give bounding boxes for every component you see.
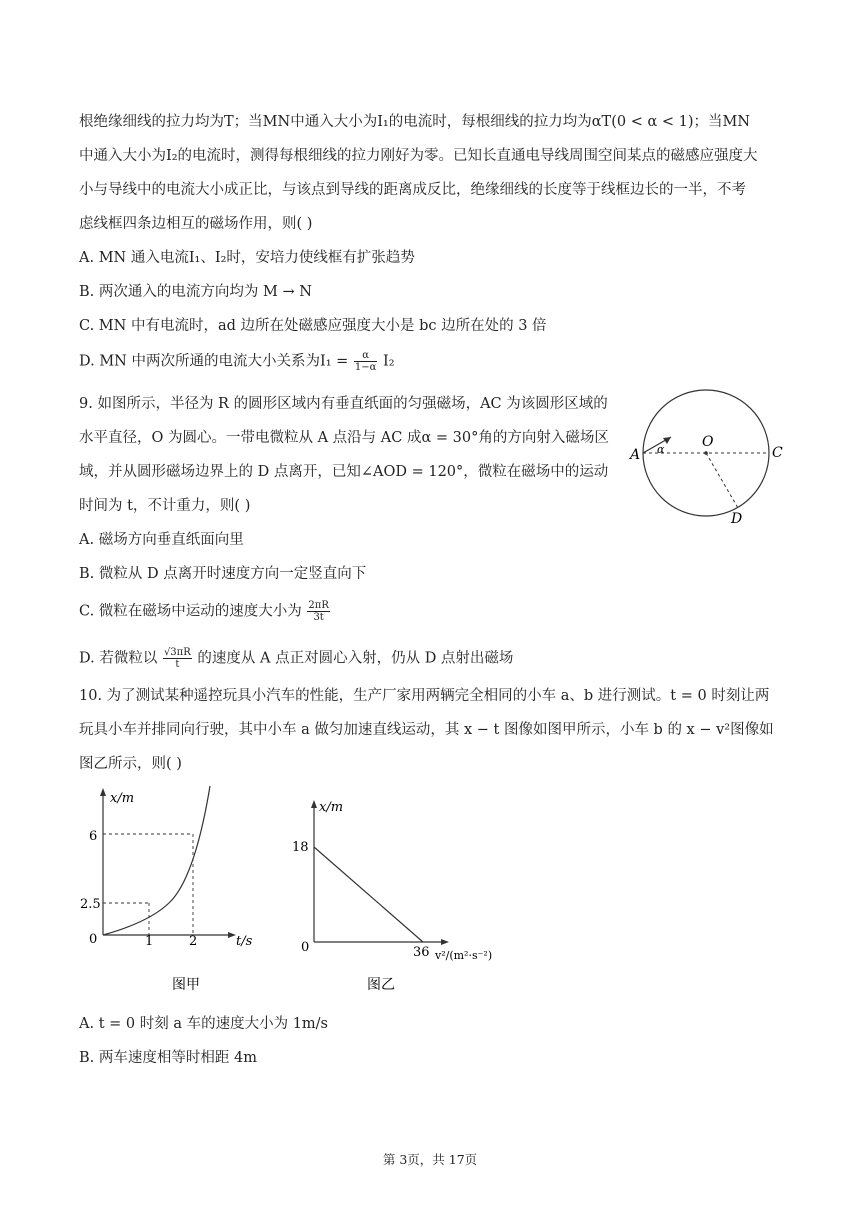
q8-option-d-tail: I₂: [383, 353, 395, 370]
q10-line-2: 玩具小车并排同向行驶，其中小车 a 做匀加速直线运动，其 x − t 图像如图甲所示，小车 b 的 x − v²图像如: [79, 722, 774, 738]
q9-option-a: A. 磁场方向垂直纸面向里: [79, 532, 244, 548]
q8-line-2: 中通入大小为I₂的电流时，测得每根细线的拉力刚好为零。已知长直通电导线周围空间某点的磁感应强度大: [79, 148, 758, 164]
q10-line-3: 图乙所示，则( ): [79, 756, 182, 772]
x-tick-2: 2: [189, 934, 198, 949]
q9-option-d-text: D. 若微粒以: [79, 650, 158, 667]
q10-line-1: 10. 为了测试某种遥控玩具小汽车的性能，生产厂家用两辆完全相同的小车 a、b 进行测试。t = 0 时刻让两: [79, 688, 770, 704]
fraction-denominator: 1−α: [354, 362, 377, 373]
y-axis-arrow-icon: [100, 788, 106, 796]
q9-line-4: 时间为 t，不计重力，则( ): [79, 498, 251, 514]
q9-option-d-tail: 的速度从 A 点正对圆心入射，仍从 D 点射出磁场: [197, 650, 514, 667]
fraction-numerator: 2πR: [308, 600, 329, 611]
figure-caption: 图甲: [172, 977, 200, 993]
q9-option-c-text: C. 微粒在磁场中运动的速度大小为: [79, 603, 302, 620]
label-alpha: α: [657, 443, 665, 456]
q9-line-3: 域，并从圆形磁场边界上的 D 点离开，已知∠AOD = 120°，微粒在磁场中的运动: [79, 464, 609, 480]
fraction-denominator: 3t: [313, 612, 324, 623]
x-axis-arrow-icon: [441, 939, 449, 945]
q9-line-1: 9. 如图所示，半径为 R 的圆形区域内有垂直纸面的匀强磁场，AC 为该圆形区域的: [79, 396, 608, 412]
q9-option-c-fraction: [307, 600, 329, 623]
radius-od: [706, 453, 738, 508]
xv2-line: [314, 847, 423, 942]
q8-line-1: 根绝缘细线的拉力均为T；当MN中通入大小为I₁的电流时，每根细线的拉力均为αT(0 < α < 1)；当MN: [79, 114, 751, 130]
label-c: C: [772, 445, 783, 461]
q9-option-b: B. 微粒从 D 点离开时速度方向一定竖直向下: [79, 566, 367, 582]
y-axis-label: x/m: [319, 800, 344, 815]
q10-option-b: B. 两车速度相等时相距 4m: [79, 1050, 257, 1066]
q8-option-a: A. MN 通入电流I₁、I₂时，安培力使线框有扩张趋势: [79, 250, 415, 266]
origin-label: 0: [301, 940, 310, 955]
y-axis-arrow-icon: [311, 800, 317, 808]
q9-circle-figure: [626, 386, 786, 536]
y-tick-6: 6: [89, 829, 98, 844]
x-tick-1: 1: [145, 934, 154, 949]
q8-option-d-fraction: [354, 350, 378, 373]
figure-yi-xv2-graph: [290, 790, 520, 997]
q8-option-b: B. 两次通入的电流方向均为 M → N: [79, 284, 312, 300]
page-footer: 第 3页，共 17页: [382, 1152, 478, 1167]
x-axis-label: v²/(m²·s⁻²): [435, 949, 493, 962]
figure-caption: 图乙: [367, 977, 395, 993]
q8-option-d: [79, 350, 395, 373]
q9-option-c: [79, 600, 331, 623]
q10-option-a: A. t = 0 时刻 a 车的速度大小为 1m/s: [79, 1016, 328, 1032]
q8-line-3: 小与导线中的电流大小成正比，与该点到导线的距离成反比，绝缘细线的长度等于线框边长的一半，不考: [79, 182, 746, 198]
y-axis-label: x/m: [110, 791, 135, 806]
x-axis-label: t/s: [236, 934, 253, 949]
y-tick-2-5: 2.5: [80, 897, 101, 912]
y-tick-18: 18: [292, 840, 309, 855]
xt-curve: [103, 786, 210, 935]
center-point: [704, 451, 708, 455]
origin-label: 0: [89, 932, 98, 947]
q8-option-d-text: D. MN 中两次所通的电流大小关系为I₁ =: [79, 353, 349, 370]
q8-line-4: 虑线框四条边相互的磁场作用，则( ): [79, 216, 313, 232]
fraction-denominator: t: [175, 659, 180, 670]
figure-jia-xt-graph: [80, 782, 270, 997]
x-axis-arrow-icon: [228, 932, 236, 938]
x-tick-36: 36: [413, 945, 430, 960]
label-a: A: [630, 447, 641, 463]
label-d: D: [731, 511, 743, 527]
q8-option-c: C. MN 中有电流时，ad 边所在处磁感应强度大小是 bc 边所在处的 3 倍: [79, 318, 547, 334]
fraction-numerator: √3πR: [163, 647, 191, 658]
q9-line-2: 水平直径，O 为圆心。一带电微粒从 A 点沿与 AC 成α = 30°角的方向射入磁场区: [79, 430, 609, 446]
fraction-numerator: α: [354, 350, 378, 362]
q9-option-d-fraction: [163, 647, 192, 670]
label-o: O: [702, 434, 714, 450]
q9-option-d: [79, 647, 513, 670]
